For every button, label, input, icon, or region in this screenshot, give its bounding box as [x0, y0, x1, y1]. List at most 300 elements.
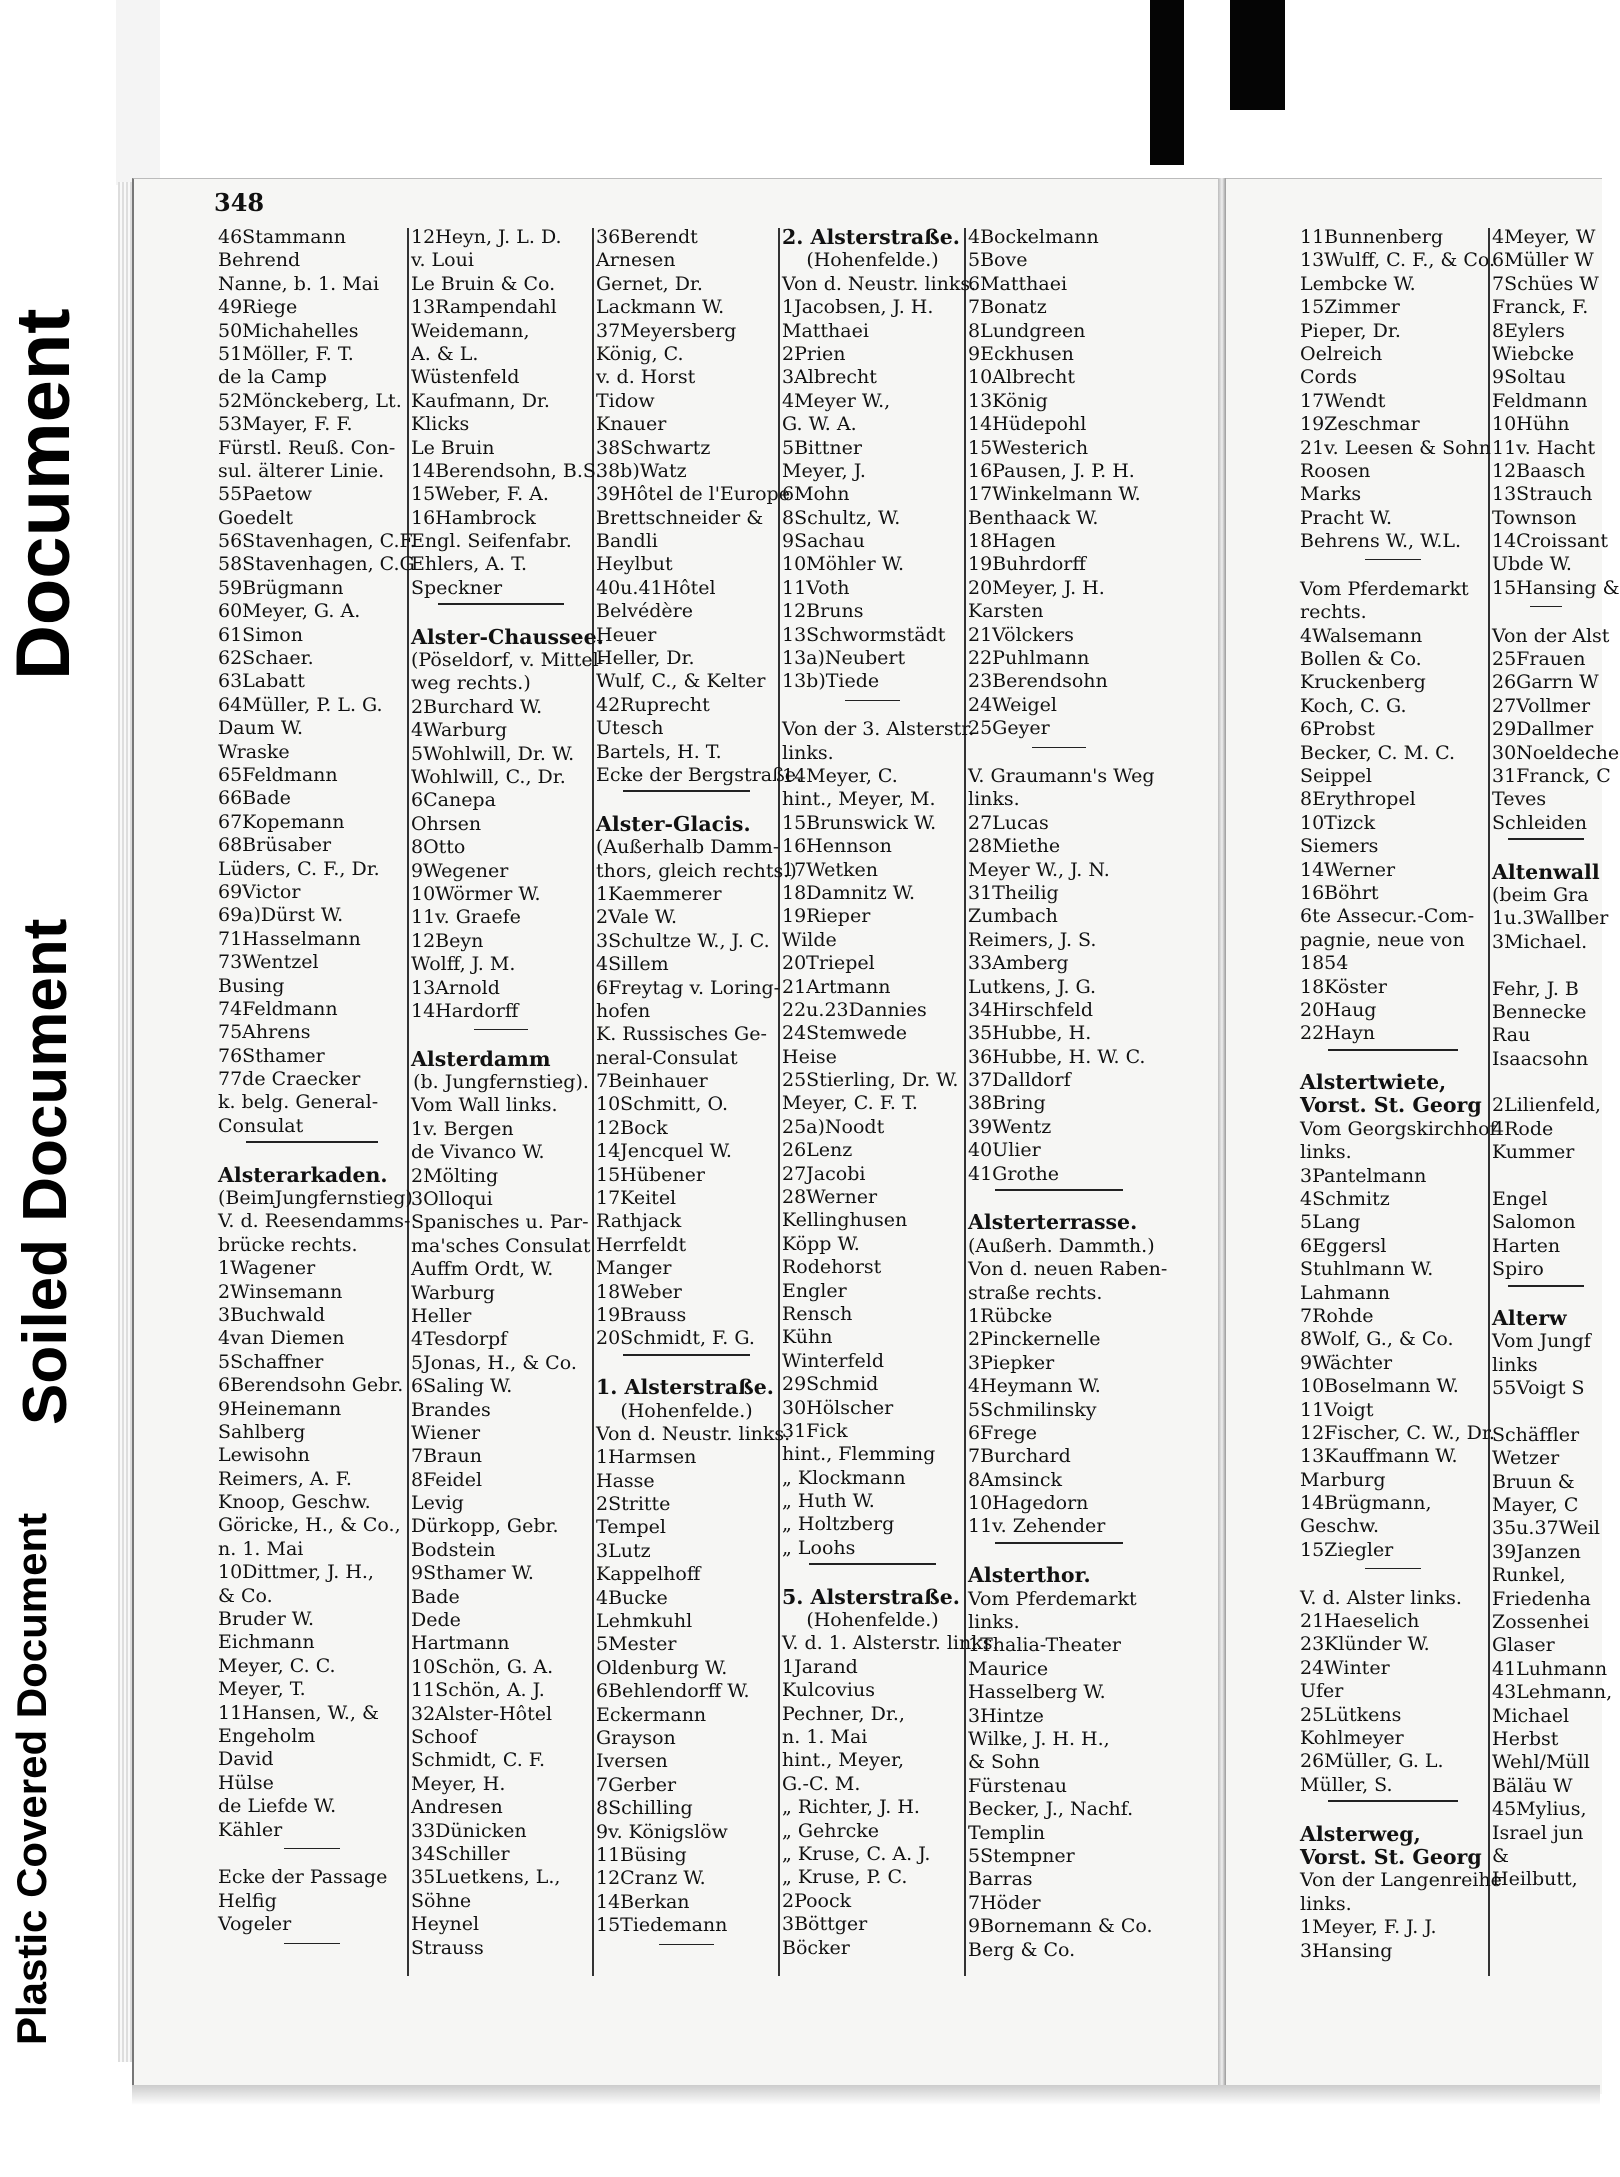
entry-line: 17Winkelmann W. [968, 483, 1141, 506]
entry-line: 14Croissant [1492, 530, 1609, 553]
entry-line: Rensch [782, 1302, 853, 1325]
entry-line: 56Stavenhagen, C.F. [218, 530, 416, 553]
entry-line: Ubde W. [1492, 553, 1572, 576]
entry-line: Heilbutt, [1492, 1868, 1578, 1891]
margin-label-soiled: Soiled Document [11, 918, 80, 1425]
book-gutter [1218, 178, 1226, 2093]
entry-line: 13Schwormstädt [782, 623, 946, 646]
entry-line: Warburg [411, 1281, 495, 1304]
entry-line: 13Kauffmann W. [1300, 1445, 1458, 1468]
entry-line: 74Feldmann [218, 997, 338, 1020]
entry-line: 18Hagen [968, 530, 1056, 553]
entry-line: 6te Assecur.-Com- [1300, 905, 1475, 928]
entry-line: Klicks [411, 413, 470, 436]
entry-line: n. 1. Mai [218, 1537, 304, 1560]
entry-line: hint., Flemming [782, 1443, 936, 1466]
entry-line: Wiener [411, 1421, 481, 1444]
entry-line: Wilke, J. H. H., [968, 1728, 1110, 1750]
entry-line: 55Voigt S [1492, 1377, 1585, 1400]
entry-line: 7Beinhauer [596, 1070, 708, 1093]
entry-line: Consulat [218, 1114, 304, 1137]
entry-line: Von der Alst [1492, 624, 1610, 647]
entry-line: Schäffler [1492, 1423, 1580, 1446]
entry-line: 1Wagener [218, 1257, 316, 1280]
entry-line: Grayson [596, 1727, 676, 1749]
entry-line: 5Stempner [968, 1844, 1075, 1867]
entry-line: 1Kaemmerer [596, 882, 722, 905]
entry-line: 69Victor [218, 880, 301, 903]
entry-line: 20Meyer, J. H. [968, 576, 1105, 599]
entry-line: Pieper, Dr. [1300, 319, 1401, 342]
entry-line: 1854 [1300, 952, 1349, 975]
entry-line: 15Weber, F. A. [411, 483, 549, 506]
directory-column-7 [1492, 226, 1620, 1892]
directory-column-6 [1300, 226, 1502, 1963]
entry-line: thors, gleich rechts.) [596, 859, 797, 882]
entry-line: 40u.41Hôtel [596, 576, 716, 599]
entry-line: Le Bruin [411, 436, 495, 459]
entry-line: 6Müller W [1492, 249, 1594, 272]
section-divider [1365, 1568, 1421, 1586]
entry-line: König, C. [596, 342, 684, 365]
entry-line: „ Kruse, P. C. [782, 1866, 908, 1889]
entry-line: & Co. [218, 1584, 273, 1607]
entry-line: Von der Langenreihe [1300, 1869, 1502, 1892]
entry-line: Wetzer [1492, 1447, 1560, 1470]
entry-line: Kohlmeyer [1300, 1727, 1404, 1749]
entry-line: Winterfeld [782, 1349, 884, 1372]
entry-line: 7Gerber [596, 1773, 677, 1796]
entry-line: A. & L. [411, 342, 479, 365]
scan-tab-dark [1150, 0, 1184, 165]
entry-line: Wolff, J. M. [411, 953, 516, 976]
entry-line: Isaacsohn [1492, 1047, 1589, 1070]
section-divider [1365, 559, 1421, 577]
section-divider [1328, 1800, 1458, 1822]
entry-line: V. d. Alster links. [1300, 1586, 1462, 1609]
entry-line: links. [968, 1611, 1020, 1634]
entry-line: Kummer [1492, 1141, 1575, 1164]
street-heading: Vorst. St. Georg [1300, 1844, 1482, 1869]
entry-line: Heuer [596, 623, 657, 646]
entry-line: Von d. Neustr. links. [596, 1422, 791, 1445]
entry-line: 4Schmitz [1300, 1188, 1390, 1211]
entry-line: & Sohn [968, 1751, 1040, 1774]
entry-line: 1Thalia-Theater [968, 1634, 1121, 1657]
entry-line: Auffm Ordt, W. [411, 1258, 554, 1281]
entry-line: 15Brunswick W. [782, 811, 937, 834]
entry-line: 7Rohde [1300, 1304, 1374, 1327]
entry-line: 11Bunnenberg [1300, 226, 1443, 248]
entry-line: 4Bucke [596, 1586, 668, 1609]
entry-line: 45Mylius, [1492, 1798, 1587, 1821]
entry-line: Bade [411, 1585, 460, 1608]
entry-line: 10Hagedorn [968, 1492, 1089, 1515]
entry-line: rechts. [1300, 601, 1367, 624]
entry-line: 25a)Noodt [782, 1115, 885, 1138]
entry-line: G. W. A. [782, 413, 857, 436]
street-heading: Alstertwiete, [1300, 1070, 1447, 1095]
entry-line: „ Huth W. [782, 1490, 875, 1513]
entry-line: Vogeler [218, 1913, 292, 1936]
entry-line: Meyer, C. C. [218, 1654, 336, 1677]
entry-line: 9Sachau [782, 530, 865, 553]
entry-line: Brettschneider & [596, 506, 764, 529]
entry-line: 7Braun [411, 1445, 482, 1468]
entry-line: Bollen & Co. [1300, 648, 1422, 671]
entry-line: Vom Pferdemarkt [968, 1587, 1137, 1610]
entry-line: 38Schwartz [596, 436, 711, 459]
entry-line: 15Westerich [968, 436, 1089, 459]
entry-line: Ecke der Passage [218, 1866, 388, 1889]
entry-line: Engl. Seifenfabr. [411, 530, 572, 553]
entry-line: 15Ziegler [1300, 1538, 1394, 1561]
entry-line: 29Schmid [782, 1373, 879, 1396]
entry-line: Bäläu W [1492, 1774, 1573, 1797]
entry-line: Geschw. [1300, 1515, 1380, 1538]
street-heading: Alsterterrasse. [968, 1210, 1138, 1235]
section-divider [284, 1848, 340, 1866]
entry-line: Hülse [218, 1771, 274, 1794]
entry-line: 16Hennson [782, 835, 892, 858]
entry-line: 17Wetken [782, 858, 879, 881]
entry-line: 13Strauch [1492, 483, 1593, 506]
entry-line: 63Labatt [218, 670, 305, 693]
entry-line: Müller, S. [1300, 1773, 1393, 1796]
street-heading: Alsterthor. [968, 1563, 1091, 1588]
page-number: 348 [214, 188, 265, 217]
entry-line: 22Hayn [1300, 1022, 1376, 1045]
entry-line: Marks [1300, 483, 1362, 506]
entry-line: Von d. neuen Raben- [968, 1258, 1168, 1281]
entry-line [1492, 1401, 1600, 1424]
entry-line: 2Prien [782, 342, 846, 365]
section-divider [1530, 606, 1562, 624]
entry-line: „ Loohs [782, 1536, 856, 1559]
entry-line: 13a)Neubert [782, 647, 906, 670]
entry-line: Kellinghusen [782, 1209, 908, 1232]
entry-line: Lutkens, J. G. [968, 975, 1097, 998]
entry-line: k. belg. General- [218, 1091, 379, 1114]
entry-line: Rau [1492, 1024, 1531, 1047]
scan-tab-light [116, 0, 160, 185]
entry-line: Manger [596, 1257, 672, 1280]
entry-line: Meyer W., J. N. [968, 858, 1110, 881]
entry-line: 4Rode [1492, 1117, 1554, 1140]
entry-line: hint., Meyer, M. [782, 788, 936, 811]
entry-line: 34Hirschfeld [968, 998, 1094, 1021]
entry-line: 34Schiller [411, 1842, 510, 1865]
entry-line: v. d. Horst [596, 366, 696, 389]
entry-line: 10Dittmer, J. H., [218, 1561, 374, 1584]
entry-line: (Außerhalb Damm- [596, 836, 780, 859]
entry-line: 35u.37Weil [1492, 1517, 1601, 1540]
entry-line: 6Eggersl [1300, 1234, 1387, 1257]
entry-line: brücke rechts. [218, 1233, 358, 1256]
entry-line: 49Riege [218, 296, 298, 319]
entry-line: 8Wolf, G., & Co. [1300, 1328, 1454, 1351]
section-divider [474, 1029, 528, 1047]
entry-line: 59Brügmann [218, 576, 344, 599]
entry-line: Goedelt [218, 506, 293, 529]
entry-line: 9Heinemann [218, 1397, 342, 1420]
entry-line: 13König [968, 389, 1048, 412]
entry-line: 10Tizck [1300, 811, 1376, 834]
entry-line: 10Hühn [1492, 413, 1570, 436]
entry-line: 51Möller, F. T. [218, 342, 354, 365]
entry-line: 9v. Königslöw [596, 1820, 728, 1843]
entry-line: 31Franck, C [1492, 764, 1611, 787]
entry-line: 39Hôtel de l'Europe [596, 483, 790, 506]
entry-line: 10Schmitt, O. [596, 1093, 729, 1116]
entry-line: 2Burchard W. [411, 695, 543, 718]
entry-line: Wüstenfeld [411, 366, 520, 389]
entry-line: links. [782, 741, 834, 764]
entry-line: 55Paetow [218, 483, 313, 506]
entry-line: (Pöseldorf, v. Mittel- [411, 649, 606, 672]
entry-line: Vom Wall links. [411, 1094, 558, 1117]
entry-line: Nanne, b. 1. Mai [218, 272, 380, 295]
entry-line: Bruun & [1492, 1470, 1575, 1493]
entry-line: Dürkopp, Gebr. [411, 1515, 559, 1538]
entry-line: 31Theilig [968, 881, 1059, 904]
entry-line: Bruder W. [218, 1608, 315, 1631]
entry-line: 39Janzen [1492, 1540, 1581, 1563]
entry-line: 15Zimmer [1300, 296, 1400, 319]
entry-line: 33Amberg [968, 952, 1069, 975]
entry-line: Heylbut [596, 553, 673, 576]
entry-line: (Hohenfelde.) [806, 249, 939, 272]
entry-line: sul. älterer Linie. [218, 459, 385, 482]
directory-column-2 [411, 226, 606, 1960]
entry-line: V. Graumann's Weg [968, 764, 1155, 787]
entry-line: Söhne [411, 1889, 472, 1912]
entry-line: 25Frauen [1492, 648, 1586, 671]
entry-line: Strauss [411, 1936, 484, 1959]
entry-line: 39Wentz [968, 1115, 1052, 1138]
entry-line: 64Müller, P. L. G. [218, 693, 383, 716]
entry-line: 40Ulier [968, 1139, 1041, 1162]
entry-line: 61Simon [218, 623, 303, 646]
entry-line: v. Loui [411, 249, 474, 272]
entry-line: Knoop, Geschw. [218, 1491, 371, 1514]
entry-line: 41Grothe [968, 1162, 1059, 1185]
entry-line: 46Stammann [218, 226, 346, 248]
entry-line: 5Jonas, H., & Co. [411, 1351, 577, 1374]
entry-line: Kähler [218, 1818, 283, 1841]
entry-line: 14Brügmann, [1300, 1492, 1432, 1515]
entry-line: Michael [1492, 1704, 1570, 1727]
entry-line: „ Gehrcke [782, 1819, 880, 1842]
entry-line: Wulf, C., & Kelter [596, 670, 766, 693]
entry-line: Le Bruin & Co. [411, 272, 556, 295]
entry-line: Zumbach [968, 905, 1058, 928]
entry-line: 14Meyer, C. [782, 764, 898, 787]
entry-line: straße rechts. [968, 1281, 1103, 1304]
entry-line: 3Schultze W., J. C. [596, 929, 770, 952]
entry-line: Vom Jungf [1492, 1330, 1591, 1353]
entry-line: 36Hubbe, H. W. C. [968, 1045, 1146, 1068]
entry-line: 26Garrn W [1492, 671, 1599, 694]
entry-line [1492, 1071, 1600, 1094]
entry-line: 10Schön, G. A. [411, 1655, 554, 1678]
entry-line: 14Jencquel W. [596, 1140, 732, 1163]
entry-line: Meyer, C. F. T. [782, 1092, 918, 1115]
entry-line: Seippel [1300, 764, 1372, 787]
entry-line: 12Bruns [782, 600, 864, 623]
entry-line: 5Bove [968, 249, 1028, 272]
entry-line: 35Luetkens, L., [411, 1866, 561, 1889]
entry-line: 13Arnold [411, 976, 500, 999]
entry-line: 25Geyer [968, 717, 1050, 740]
street-heading: Alsterarkaden. [218, 1162, 388, 1187]
entry-line: 15Hansing & [1492, 576, 1620, 599]
entry-line: Bandli [596, 530, 658, 553]
entry-line: Kühn [782, 1326, 833, 1349]
entry-line: 31Fick [782, 1419, 848, 1442]
entry-line: 4Heymann W. [968, 1375, 1101, 1398]
entry-line: Heynel [411, 1913, 480, 1936]
entry-line: 50Michahelles [218, 319, 359, 342]
street-heading: Alterw [1492, 1305, 1567, 1330]
entry-line: 10Möhler W. [782, 553, 904, 576]
entry-line: 7Schües W [1492, 272, 1599, 295]
entry-line: Sahlberg [218, 1420, 306, 1443]
entry-line: 18Weber [596, 1280, 682, 1303]
entry-line: Dede [411, 1609, 461, 1632]
entry-line: 2Poock [782, 1889, 852, 1912]
entry-line: Pechner, Dr., [782, 1702, 905, 1725]
street-heading: Altenwall [1492, 859, 1600, 884]
entry-line: 27Vollmer [1492, 694, 1591, 717]
entry-line: 3Albrecht [782, 366, 877, 389]
entry-line: 3Hansing [1300, 1939, 1393, 1962]
entry-line: 73Wentzel [218, 951, 319, 974]
entry-line: Eichmann [218, 1631, 315, 1654]
entry-line: 8Amsinck [968, 1468, 1063, 1491]
entry-line: 2Vale W. [596, 906, 678, 929]
entry-line: (Hohenfelde.) [620, 1399, 753, 1422]
entry-line: 38b)Watz [596, 459, 687, 482]
street-heading: Alsterweg, [1300, 1821, 1421, 1846]
street-heading: Alsterdamm [411, 1046, 551, 1071]
entry-line: 9Soltau [1492, 366, 1566, 389]
entry-line: (b. Jungfernstieg). [413, 1071, 589, 1094]
entry-line: 36Berendt [596, 226, 698, 248]
entry-line: neral-Consulat [596, 1046, 738, 1069]
entry-line: Schmidt, C. F. [411, 1749, 546, 1772]
entry-line: 11Hansen, W., & [218, 1701, 379, 1724]
entry-line: Heller [411, 1304, 472, 1327]
entry-line: Ecke der Bergstraße. [596, 763, 803, 786]
entry-line: Lackmann W. [596, 296, 725, 319]
entry-line: Vom Georgskirchhof [1300, 1117, 1497, 1140]
entry-line: 24Weigel [968, 693, 1057, 716]
entry-line: 3Olloqui [411, 1188, 493, 1211]
entry-line: 6Berendsohn Gebr. [218, 1374, 404, 1397]
entry-line: weg rechts.) [411, 672, 531, 695]
column-rule [1488, 228, 1490, 1976]
entry-line: (BeimJungfernstieg) [218, 1187, 413, 1210]
entry-line: links. [1300, 1141, 1352, 1164]
street-heading: Alster-Glacis. [596, 811, 751, 836]
entry-line: V. d. 1. Alsterstr. links. [782, 1632, 999, 1655]
entry-line: Speckner [411, 576, 503, 599]
entry-line: 68Brüsaber [218, 834, 332, 857]
entry-line: David [218, 1748, 274, 1771]
entry-line: 7Burchard [968, 1445, 1071, 1468]
entry-line: 22u.23Dannies [782, 998, 927, 1021]
street-heading: 5. Alsterstraße. [782, 1584, 960, 1609]
entry-line: 8Lundgreen [968, 319, 1086, 342]
entry-line: Fürstenau [968, 1774, 1067, 1797]
entry-line: 8Feidel [411, 1468, 483, 1491]
entry-line: & [1492, 1844, 1509, 1867]
entry-line: 9Sthamer W. [411, 1562, 534, 1585]
entry-line: 3Pantelmann [1300, 1164, 1427, 1187]
street-heading: Vorst. St. Georg [1300, 1093, 1482, 1118]
entry-line: 1Harmsen [596, 1446, 697, 1469]
entry-line: 11Voigt [1300, 1398, 1374, 1421]
entry-line: 20Triepel [782, 952, 875, 975]
entry-line: n. 1. Mai [782, 1726, 868, 1748]
entry-line: pagnie, neue von [1300, 928, 1465, 951]
entry-line: Behrend [218, 249, 301, 272]
scan-tab-dark-2 [1230, 0, 1285, 110]
entry-line: 29Dallmer [1492, 718, 1594, 741]
entry-line: Barras [968, 1868, 1033, 1891]
entry-line: 4Meyer W., [782, 389, 891, 412]
entry-line: 17Keitel [596, 1187, 677, 1210]
entry-line: G.-C. M. [782, 1772, 861, 1795]
entry-line: 8Otto [411, 836, 466, 859]
entry-line: Runkel, [1492, 1564, 1566, 1587]
entry-line: hofen [596, 999, 651, 1022]
entry-line: links [1492, 1353, 1538, 1376]
entry-line: Fehr, J. B [1492, 977, 1579, 1000]
entry-line: Gernet, Dr. [596, 272, 703, 295]
entry-line: „ Holtzberg [782, 1513, 895, 1536]
entry-line: Meyer, H. [411, 1772, 506, 1795]
entry-line: Bennecke [1492, 1000, 1587, 1023]
entry-line: 12Baasch [1492, 459, 1586, 482]
entry-line: V. d. Reesendamms- [218, 1210, 411, 1233]
page-bottom-shadow [132, 2085, 1600, 2105]
entry-line: Von d. Neustr. links. [782, 272, 977, 295]
entry-line: Becker, J., Nachf. [968, 1798, 1134, 1821]
entry-line: 11v. Graefe [411, 906, 521, 929]
entry-line: Glaser [1492, 1634, 1555, 1657]
entry-line: Rodehorst [782, 1256, 882, 1279]
entry-line: 18Damnitz W. [782, 881, 915, 904]
entry-line: 6Probst [1300, 718, 1375, 741]
entry-line: 18Köster [1300, 975, 1388, 998]
column-rule [964, 228, 966, 1976]
section-divider [1032, 747, 1087, 765]
entry-line: Wohlwill, C., Dr. [411, 765, 566, 788]
entry-line: Hasselberg W. [968, 1681, 1106, 1704]
entry-line: 6Matthaei [968, 272, 1068, 295]
entry-line: Matthaei [782, 319, 869, 342]
entry-line: 8Schilling [596, 1797, 693, 1820]
entry-line: 15Tiedemann [596, 1914, 728, 1937]
entry-line: 6Canepa [411, 789, 496, 812]
entry-line: Von der 3. Alsterstr. [782, 718, 975, 741]
entry-line: 30Noeldeche [1492, 741, 1620, 764]
entry-line: 43Lehmann, [1492, 1681, 1613, 1704]
entry-line: Levig [411, 1492, 464, 1515]
section-divider [659, 1944, 713, 1962]
